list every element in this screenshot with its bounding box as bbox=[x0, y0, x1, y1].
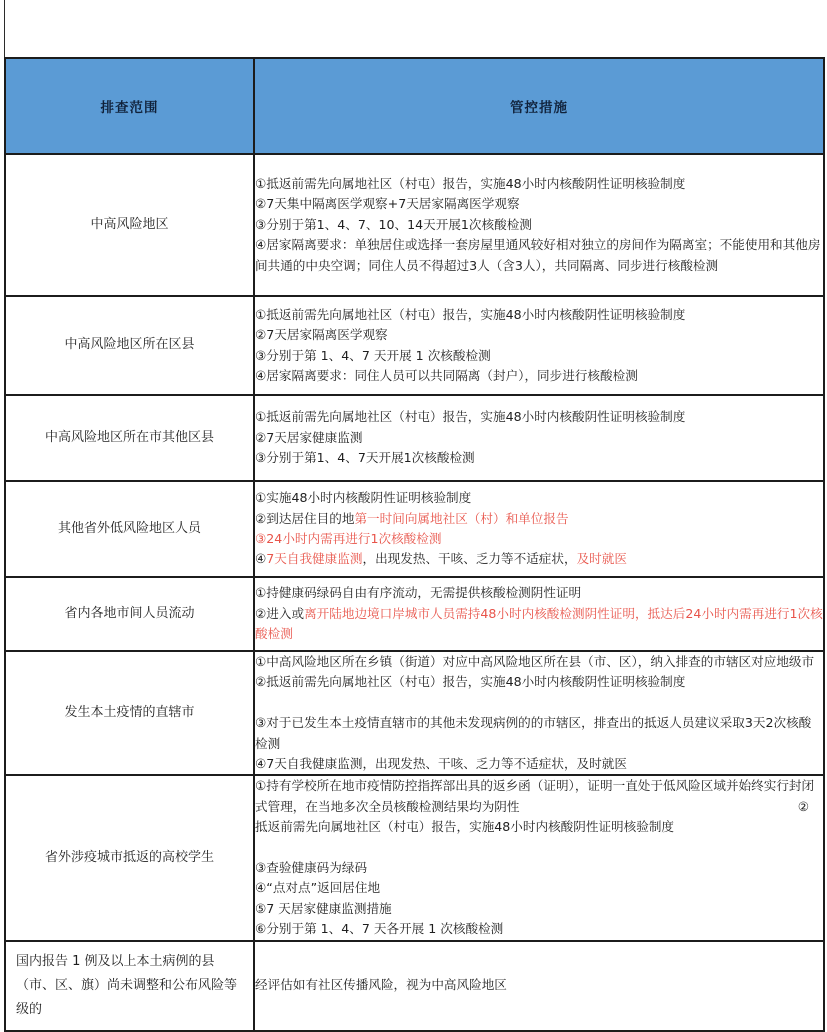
measure-line bbox=[255, 305, 823, 325]
measures-cell bbox=[254, 481, 824, 577]
measure-segment: 7天自我健康监测 bbox=[266, 551, 363, 567]
scope-cell: 中高风险地区 bbox=[5, 154, 254, 296]
measure-line bbox=[255, 174, 823, 194]
measure-segment: ①实施48小时内核酸阴性证明核验制度 bbox=[255, 490, 472, 506]
measure-segment: ④“点对点”返回居住地 bbox=[255, 880, 381, 896]
measure-line bbox=[255, 776, 823, 817]
measure-line bbox=[255, 407, 823, 427]
table-row bbox=[5, 481, 824, 577]
measure-segment: ⑤7 天居家健康监测措施 bbox=[255, 900, 392, 916]
measure-line bbox=[255, 366, 823, 386]
measures-text bbox=[255, 305, 823, 387]
measures-text bbox=[255, 407, 823, 468]
scope-cell: 省内各地市间人员流动 bbox=[5, 577, 254, 651]
measure-line bbox=[255, 754, 823, 774]
scope-cell: 中高风险地区所在市其他区县 bbox=[5, 395, 254, 481]
measure-line bbox=[255, 325, 823, 345]
measure-segment: ②7天居家隔离医学观察 bbox=[255, 327, 388, 343]
measure-segment: ①抵返前需先向属地社区（村屯）报告，实施48小时内核酸阴性证明核验制度 bbox=[255, 176, 686, 192]
measure-segment: 及时就医 bbox=[576, 551, 627, 567]
scope-cell: 其他省外低风险地区人员 bbox=[5, 481, 254, 577]
table-row bbox=[5, 775, 824, 940]
measure-line bbox=[255, 428, 823, 448]
header-cell-measures: 管控措施 bbox=[254, 58, 824, 154]
measure-line bbox=[255, 194, 823, 214]
table-row bbox=[5, 296, 824, 395]
measure-line bbox=[255, 488, 823, 508]
measure-segment: ③分别于第1、4、7、10、14天开展1次核酸检测 bbox=[255, 216, 532, 232]
scope-cell: 省外涉疫城市抵返的高校学生 bbox=[5, 775, 254, 940]
table-row bbox=[5, 941, 824, 1031]
measure-line bbox=[255, 509, 823, 529]
measure-segment: 第一时间向属地社区（村）和单位报告 bbox=[354, 510, 569, 526]
measure-line bbox=[255, 899, 823, 919]
measure-line bbox=[255, 215, 823, 235]
measure-segment: ②进入或 bbox=[255, 605, 305, 621]
measure-segment: ①持有学校所在地市疫情防控指挥部出具的返乡函（证明），证明一直处于低风险区域并始终实行封闭式管理，在当地多次全员核酸检测结果均为阴性 bbox=[255, 778, 815, 814]
measure-segment: 经评估如有社区传播风险，视为中高风险地区 bbox=[255, 977, 507, 993]
measure-segment: ⑥分别于第 1、4、7 天各开展 1 次核酸检测 bbox=[255, 921, 504, 937]
measure-segment: ①持健康码绿码自由有序流动，无需提供核酸检测阴性证明 bbox=[255, 585, 582, 601]
measure-line bbox=[255, 529, 823, 549]
header-row bbox=[5, 58, 824, 154]
measures-cell bbox=[254, 296, 824, 395]
measures-cell bbox=[254, 395, 824, 481]
measure-line bbox=[255, 838, 823, 858]
measures-cell bbox=[254, 651, 824, 775]
table-row bbox=[5, 395, 824, 481]
measures-cell bbox=[254, 775, 824, 940]
policy-table-container bbox=[4, 57, 823, 1032]
measure-segment: ③24小时内需再进行1次核酸检测 bbox=[255, 531, 442, 546]
measure-line bbox=[255, 713, 823, 754]
measure-line bbox=[255, 817, 823, 837]
measure-segment: ④居家隔离要求：单独居住或选择一套房屋里通风较好相对独立的房间作为隔离室；不能使用和其他房间共通的中央空调；同住人员不得超过3人（含3人），共同隔离、同步进行核酸检测 bbox=[255, 237, 821, 273]
policy-table bbox=[4, 57, 825, 1032]
table-row bbox=[5, 154, 824, 296]
measure-segment: ④居家隔离要求：同住人员可以共同隔离（封户），同步进行核酸检测 bbox=[255, 367, 638, 383]
measures-text bbox=[255, 583, 823, 644]
measures-text bbox=[255, 488, 823, 570]
table-row bbox=[5, 577, 824, 651]
measure-segment: 离开陆地边境口岸城市人员需持48小时内核酸检测阴性证明，抵达后24小时内需再进行1次核酸检测 bbox=[255, 605, 823, 642]
measures-text bbox=[255, 174, 823, 276]
measure-line bbox=[255, 652, 823, 672]
measure-segment: ①抵返前需先向属地社区（村屯）报告，实施48小时内核酸阴性证明核验制度 bbox=[255, 409, 686, 425]
measure-segment: ②到达居住目的地 bbox=[255, 510, 355, 526]
measure-segment: ③分别于第1、4、7天开展1次核酸检测 bbox=[255, 450, 475, 466]
measures-text bbox=[255, 652, 823, 774]
measure-segment: ，出现发热、干咳、乏力等不适症状， bbox=[362, 551, 577, 567]
measures-cell bbox=[254, 154, 824, 296]
measure-segment: ③查验健康码为绿码 bbox=[255, 859, 368, 875]
scope-cell: 发生本土疫情的直辖市 bbox=[5, 651, 254, 775]
measure-line bbox=[255, 672, 823, 692]
measures-text bbox=[255, 975, 823, 995]
measures-text bbox=[255, 776, 823, 939]
measure-line bbox=[255, 693, 823, 713]
scope-cell: 国内报告 1 例及以上本土病例的县（市、区、旗）尚未调整和公布风险等级的 bbox=[5, 941, 254, 1031]
measure-line bbox=[255, 235, 823, 276]
measure-segment: ④ bbox=[255, 551, 267, 567]
measure-line bbox=[255, 346, 823, 366]
left-edge-rule bbox=[4, 0, 5, 58]
measures-cell bbox=[254, 941, 824, 1031]
table-body bbox=[5, 154, 824, 1031]
measure-line bbox=[255, 549, 823, 569]
measure-segment: ①抵返前需先向属地社区（村屯）报告，实施48小时内核酸阴性证明核验制度 bbox=[255, 306, 686, 322]
measure-segment: ③对于已发生本土疫情直辖市的其他未发现病例的的市辖区，排查出的抵返人员建议采取3天2次核酸检测 bbox=[255, 715, 812, 751]
measure-line bbox=[255, 583, 823, 603]
measure-line bbox=[255, 448, 823, 468]
stray-list-marker: ② bbox=[797, 798, 809, 814]
measure-segment: ②抵返前需先向属地社区（村屯）报告，实施48小时内核酸阴性证明核验制度 bbox=[255, 674, 686, 690]
scope-cell: 中高风险地区所在区县 bbox=[5, 296, 254, 395]
measure-line bbox=[255, 878, 823, 898]
header-cell-scope: 排查范围 bbox=[5, 58, 254, 154]
measure-line bbox=[255, 858, 823, 878]
measure-segment: ③分别于第 1、4、7 天开展 1 次核酸检测 bbox=[255, 347, 491, 363]
table-row bbox=[5, 651, 824, 775]
measure-segment: ①中高风险地区所在乡镇（街道）对应中高风险地区所在县（市、区），纳入排查的市辖区对应地级市 bbox=[255, 654, 815, 669]
measures-cell bbox=[254, 577, 824, 651]
measure-segment: ②7天居家健康监测 bbox=[255, 429, 363, 445]
measure-segment: ②7天集中隔离医学观察+7天居家隔离医学观察 bbox=[255, 196, 520, 212]
measure-line bbox=[255, 919, 823, 939]
measure-segment: ④7天自我健康监测，出现发热、干咳、乏力等不适症状，及时就医 bbox=[255, 755, 627, 771]
measure-line bbox=[255, 604, 823, 645]
measure-segment: 抵返前需先向属地社区（村屯）报告，实施48小时内核酸阴性证明核验制度 bbox=[255, 819, 675, 835]
table-header bbox=[5, 58, 824, 154]
measure-line bbox=[255, 975, 823, 995]
